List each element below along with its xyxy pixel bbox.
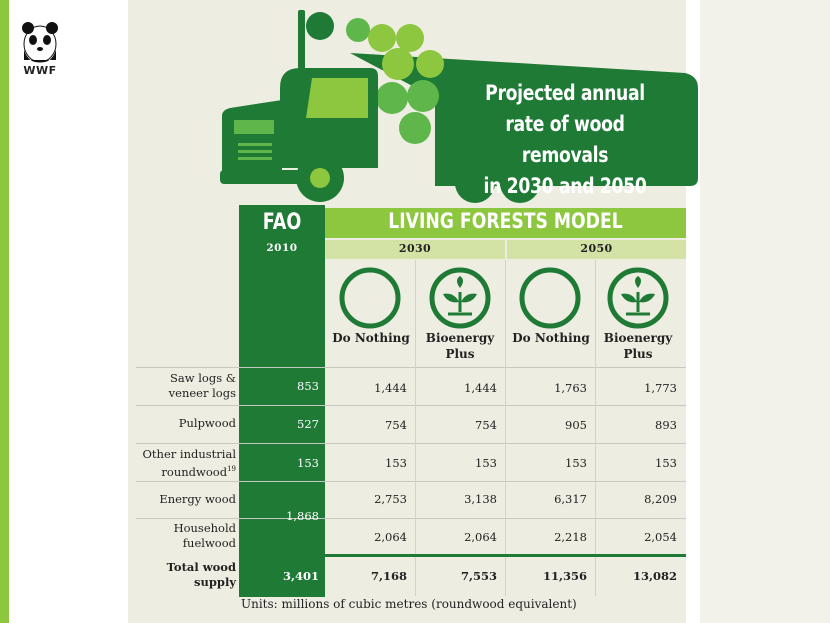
plant-sprout-icon	[606, 266, 670, 330]
fao-column-year: 2010	[266, 242, 298, 254]
plant-sprout-icon	[428, 266, 492, 330]
row-divider	[136, 367, 686, 368]
table-cell: 1,444	[464, 381, 497, 395]
fao-column-background	[239, 205, 325, 597]
table-cell: 754	[475, 418, 497, 432]
table-cell: 905	[565, 418, 587, 432]
table-cell: 1,773	[644, 381, 677, 395]
total-cell: 13,082	[632, 569, 677, 583]
title-line-1: Projected annual	[485, 81, 645, 105]
table-cell: 3,138	[464, 492, 497, 506]
total-divider	[325, 554, 686, 557]
row-divider	[136, 518, 686, 519]
row-label-saw-logs: Saw logs & veneer logs	[168, 371, 236, 400]
row-label-other-industrial	[136, 447, 236, 480]
table-cell: 153	[655, 456, 677, 470]
table-cell: 6,317	[554, 492, 587, 506]
row-label-household-fuelwood: Household fuelwood	[173, 521, 236, 550]
scenario-label: Bioenergy Plus	[425, 331, 495, 361]
wwf-logo	[19, 20, 61, 80]
table-cell: 1,444	[374, 381, 407, 395]
table-cell: 153	[565, 456, 587, 470]
table-cell: 2,753	[374, 492, 407, 506]
total-cell: 11,356	[542, 569, 587, 583]
table-cell: 893	[655, 418, 677, 432]
fao-value: 527	[297, 417, 319, 431]
panda-icon	[19, 20, 61, 64]
table-cell: 153	[475, 456, 497, 470]
table-cell: 2,218	[554, 530, 587, 544]
total-cell: 7,553	[460, 569, 497, 583]
fao-value-energy-combined: 1,868	[286, 509, 319, 523]
empty-circle-icon	[338, 266, 402, 330]
empty-circle-icon	[518, 266, 582, 330]
year-2050-label: 2050	[580, 242, 613, 255]
footnote-marker: 19	[227, 465, 236, 473]
left-accent-bar	[0, 0, 9, 623]
logo-text: WWF	[23, 64, 57, 77]
row-label-energy-wood: Energy wood	[159, 492, 236, 506]
table-cell: 754	[385, 418, 407, 432]
table-cell: 2,064	[464, 530, 497, 544]
table-cell: 2,054	[644, 530, 677, 544]
scenario-label: Do Nothing	[332, 331, 410, 345]
table-cell: 8,209	[644, 492, 677, 506]
row-divider	[136, 481, 686, 482]
units-note: Units: millions of cubic metres (roundwood equivalent)	[241, 597, 577, 611]
model-header-title: LIVING FORESTS MODEL	[388, 209, 623, 233]
fao-value: 853	[297, 379, 319, 393]
fao-column-title: FAO	[262, 210, 302, 235]
right-background-band	[700, 0, 830, 623]
fao-total-value: 3,401	[282, 569, 319, 583]
fao-value: 153	[297, 456, 319, 470]
row-label-text: Other industrial roundwood	[142, 447, 236, 479]
infographic-title	[463, 78, 668, 202]
row-divider	[136, 405, 686, 406]
row-label-pulpwood: Pulpwood	[178, 416, 236, 430]
table-cell: 2,064	[374, 530, 407, 544]
scenario-label: Do Nothing	[512, 331, 590, 345]
table-cell: 153	[385, 456, 407, 470]
title-line-3: in 2030 and 2050	[483, 174, 647, 198]
year-2030-label: 2030	[398, 242, 432, 255]
row-label-total: Total wood supply	[166, 560, 236, 589]
total-cell: 7,168	[370, 569, 407, 583]
table-cell: 1,763	[554, 381, 587, 395]
scenario-label: Bioenergy Plus	[603, 331, 673, 361]
row-divider	[136, 443, 686, 444]
title-line-2: rate of wood removals	[505, 112, 625, 167]
